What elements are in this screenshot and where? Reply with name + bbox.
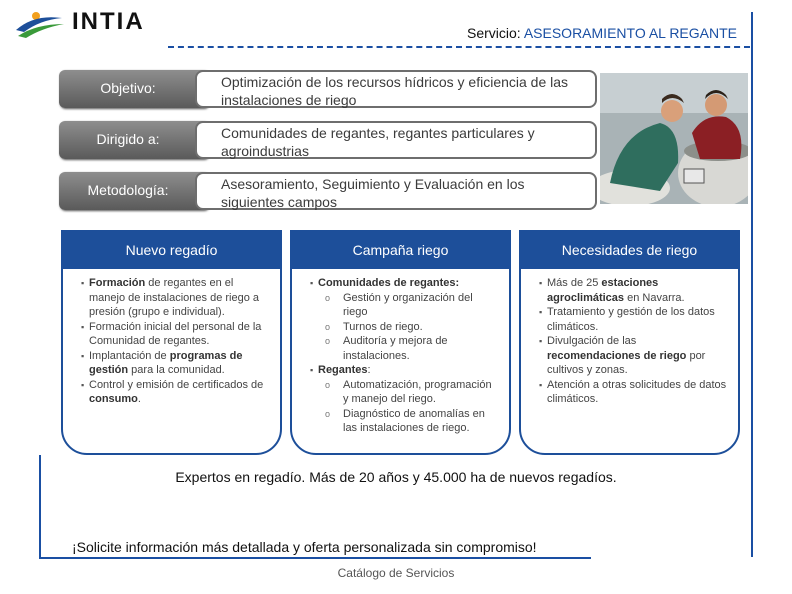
logo-mark-icon: [14, 8, 74, 38]
row-text: Optimización de los recursos hídricos y eficiencia de las instalaciones de riego: [221, 74, 569, 108]
row-label-box: [59, 70, 209, 108]
list-subitem: o Automatización, programación y manejo del riego.: [310, 378, 500, 407]
row-objetivo: [59, 70, 597, 108]
tagline: Expertos en regadío. Más de 20 años y 45.000 ha de nuevos regadíos.: [175, 469, 617, 485]
logo-text: INTIA: [72, 8, 145, 35]
box-nuevo-regadio: [61, 230, 282, 455]
list-item: ▪ Más de 25 estaciones agroclimáticas en Navarra.: [539, 276, 729, 305]
list-item: ▪ Implantación de programas de gestión para la comunidad.: [81, 349, 271, 378]
service-title: [467, 25, 737, 41]
list-item: ▪ Formación inicial del personal de la Comunidad de regantes.: [81, 320, 271, 349]
service-prefix: Servicio:: [467, 25, 521, 41]
box-body: [539, 276, 729, 407]
row-label-box: [59, 172, 209, 210]
call-to-action: ¡Solicite información más detallada y oferta personalizada sin compromiso!: [72, 539, 537, 555]
row-metodologia: [59, 172, 597, 210]
list-subitem: o Auditoría y mejora de instalaciones.: [310, 334, 500, 363]
row-label: Metodología:: [87, 182, 169, 198]
box-header: [290, 230, 511, 269]
box-necesidades-riego: [519, 230, 740, 455]
list-item: ▪ Tratamiento y gestión de los datos climáticos.: [539, 305, 729, 334]
header-divider: [168, 46, 750, 48]
list-subitem: o Turnos de riego.: [310, 320, 500, 335]
row-text: Comunidades de regantes, regantes particulares y agroindustrias: [221, 125, 535, 159]
frame-line-bottom: [40, 557, 591, 559]
box-header: [519, 230, 740, 269]
service-name: ASESORAMIENTO AL REGANTE: [523, 25, 737, 41]
row-label-box: [59, 121, 209, 159]
row-dirigido: [59, 121, 597, 159]
list-item: ▪ Regantes:: [310, 363, 500, 378]
row-label: Objetivo:: [100, 80, 156, 96]
footer-text: Catálogo de Servicios: [337, 566, 455, 580]
box-title: Nuevo regadío: [125, 242, 218, 258]
list-item: ▪ Comunidades de regantes:: [310, 276, 500, 291]
box-header: [61, 230, 282, 269]
list-item: ▪ Control y emisión de certificados de consumo.: [81, 378, 271, 407]
list-item: ▪ Divulgación de las recomendaciones de riego por cultivos y zonas.: [539, 334, 729, 378]
box-campana-riego: [290, 230, 511, 455]
row-text-box: [195, 70, 597, 108]
box-body: [81, 276, 271, 407]
field-photo: [600, 73, 748, 204]
technicians-photo-icon: [600, 73, 748, 204]
row-text-box: [195, 172, 597, 210]
list-item: ▪ Atención a otras solicitudes de datos climáticos.: [539, 378, 729, 407]
box-title: Campaña riego: [352, 242, 449, 258]
list-subitem: o Diagnóstico de anomalías en las instalaciones de riego.: [310, 407, 500, 436]
list-item: ▪ Formación de regantes en el manejo de instalaciones de riego a presión (grupo e individual).: [81, 276, 271, 320]
row-text-box: [195, 121, 597, 159]
intia-logo: [14, 8, 174, 38]
box-body: [310, 276, 500, 436]
row-label: Dirigido a:: [96, 131, 160, 147]
box-title: Necesidades de riego: [561, 242, 698, 258]
list-subitem: o Gestión y organización del riego: [310, 291, 500, 320]
row-text: Asesoramiento, Seguimiento y Evaluación en los siguientes campos: [221, 176, 525, 210]
